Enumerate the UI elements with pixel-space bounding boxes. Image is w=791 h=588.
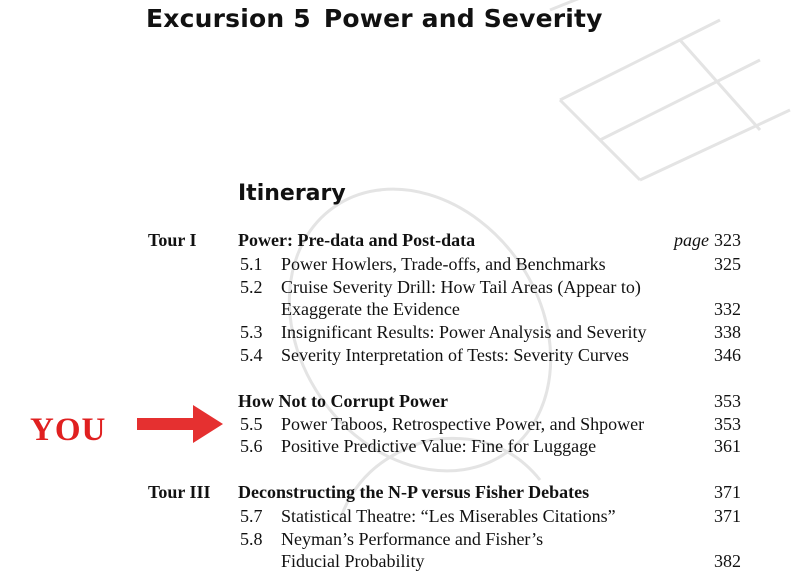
tour-row xyxy=(0,229,791,252)
toc-entry[interactable] xyxy=(0,344,791,367)
section-number: 5.3 xyxy=(240,322,263,342)
you-annotation: YOU xyxy=(30,412,107,448)
page-label: page xyxy=(674,230,709,250)
section-title: Cruise Severity Drill: How Tail Areas (Appear to) xyxy=(281,277,641,297)
tour-label: Tour III xyxy=(148,482,211,502)
page-number: 361 xyxy=(714,436,741,456)
section-title-continued: Exaggerate the Evidence xyxy=(281,299,460,319)
tour-label: Tour I xyxy=(148,230,197,250)
excursion-number: Excursion 5 xyxy=(146,4,311,33)
toc-entry[interactable] xyxy=(0,276,791,299)
section-title-continued: Fiducial Probability xyxy=(281,551,425,571)
page-number: 371 xyxy=(714,482,741,502)
excursion-name: Power and Severity xyxy=(323,4,603,33)
toc-entry[interactable] xyxy=(0,413,791,436)
tour-title: Deconstructing the N-P versus Fisher Debates xyxy=(238,482,590,502)
toc-entry-continuation[interactable] xyxy=(0,550,791,573)
section-number: 5.6 xyxy=(240,436,263,456)
page-number: 353 xyxy=(714,414,741,434)
section-title: Insignificant Results: Power Analysis and Severity xyxy=(281,322,647,342)
page-number: 382 xyxy=(714,551,741,571)
toc-entry-continuation[interactable] xyxy=(0,298,791,321)
section-title: Neyman’s Performance and Fisher’s xyxy=(281,529,544,549)
tour-row xyxy=(0,481,791,504)
page-number: 332 xyxy=(714,299,741,319)
section-number: 5.1 xyxy=(240,254,263,274)
right-arrow-icon xyxy=(137,405,223,443)
watermark-stroke xyxy=(680,40,760,130)
toc-entry[interactable] xyxy=(0,505,791,528)
section-number: 5.7 xyxy=(240,506,263,526)
section-number: 5.4 xyxy=(240,345,263,365)
tour-title: How Not to Corrupt Power xyxy=(238,391,448,411)
toc-entry[interactable] xyxy=(0,528,791,551)
section-title: Severity Interpretation of Tests: Severity Curves xyxy=(281,345,629,365)
section-number: 5.2 xyxy=(240,277,263,297)
section-title: Statistical Theatre: “Les Miserables Citations” xyxy=(281,506,616,526)
toc-entry[interactable] xyxy=(0,435,791,458)
page-number: 325 xyxy=(714,254,741,274)
watermark-stroke xyxy=(560,20,790,180)
page-number: 346 xyxy=(714,345,741,365)
tour-title: Power: Pre-data and Post-data xyxy=(238,230,476,250)
page-number: 353 xyxy=(714,391,741,411)
page-ref xyxy=(674,229,741,252)
section-title: Positive Predictive Value: Fine for Luggage xyxy=(281,436,597,456)
arrow-shape xyxy=(137,405,223,443)
section-title: Power Taboos, Retrospective Power, and Shpower xyxy=(281,414,645,434)
section-number: 5.5 xyxy=(240,414,263,434)
section-number: 5.8 xyxy=(240,529,263,549)
itinerary-heading: Itinerary xyxy=(238,181,346,206)
page-number: 323 xyxy=(714,230,741,250)
watermark-stroke xyxy=(560,100,640,180)
toc-entry[interactable] xyxy=(0,321,791,344)
excursion-title xyxy=(146,4,603,33)
page-number: 371 xyxy=(714,506,741,526)
toc-entry[interactable] xyxy=(0,253,791,276)
section-title: Power Howlers, Trade-offs, and Benchmarks xyxy=(281,254,606,274)
page-number: 338 xyxy=(714,322,741,342)
tour-row xyxy=(0,390,791,413)
